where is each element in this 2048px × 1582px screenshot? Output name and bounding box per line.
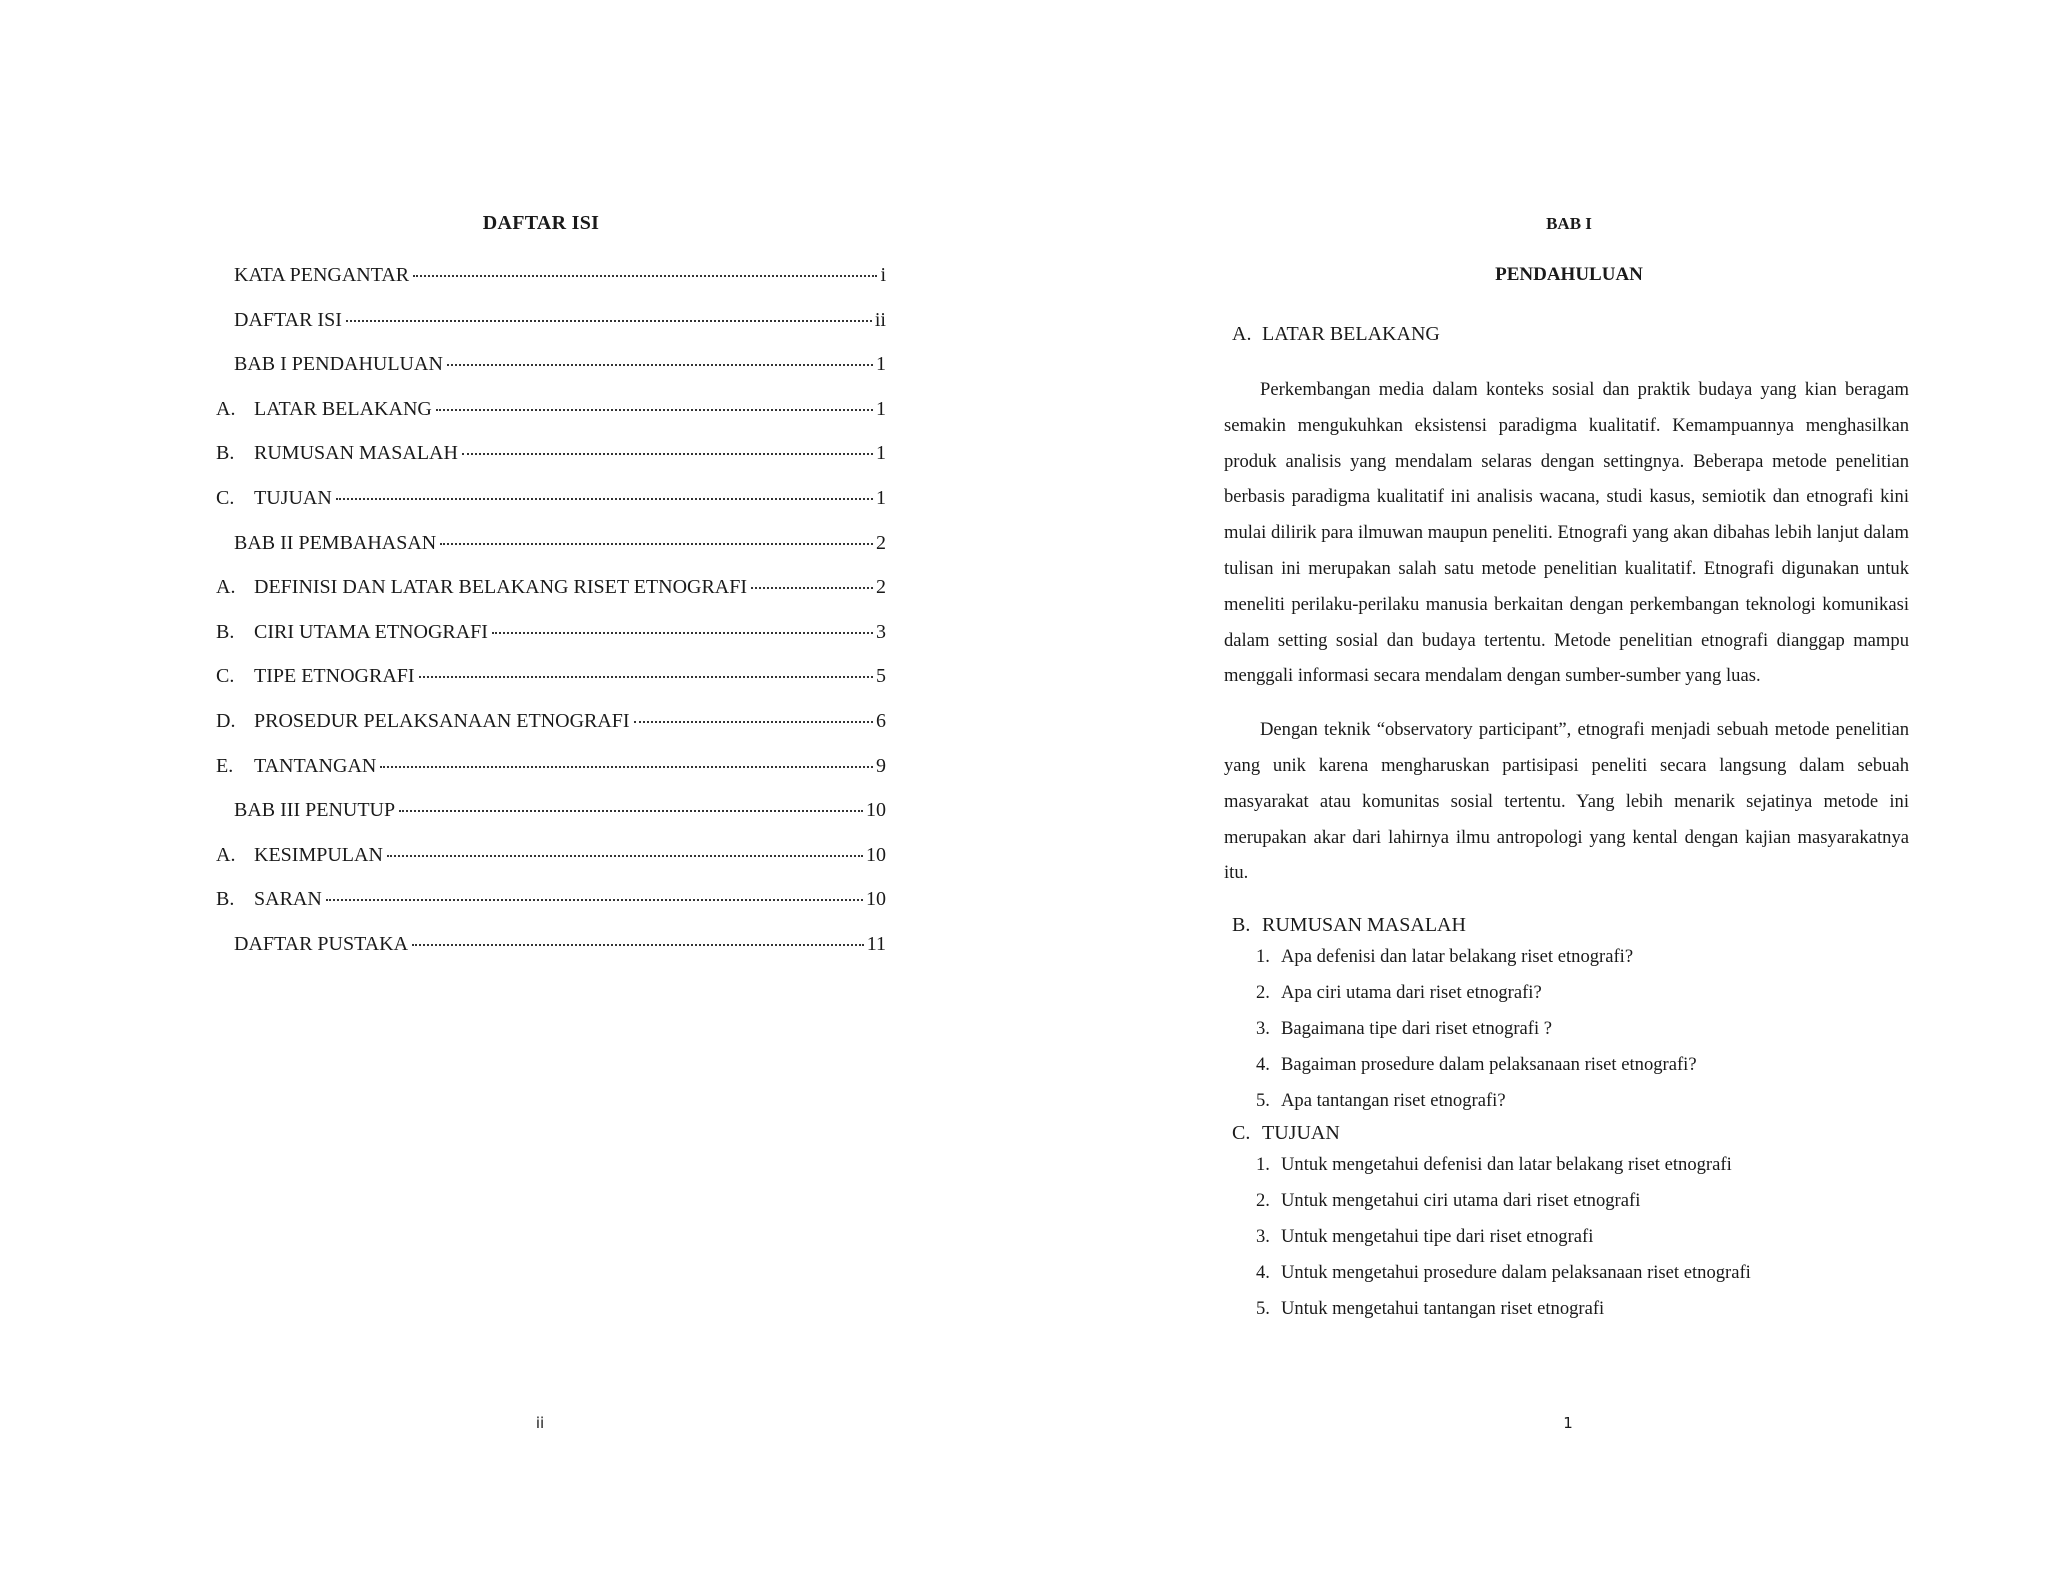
toc-entry [196,844,886,889]
toc-entry-page: 11 [866,932,886,955]
toc-entry-page: ii [874,308,886,331]
toc-entry-label: DEFINISI DAN LATAR BELAKANG RISET ETNOGRAFI [254,576,748,599]
toc-entry-letter: E. [216,754,234,777]
toc-entry-page: 10 [866,799,886,822]
toc-entry-page: 6 [876,709,886,732]
toc-entry-page: 10 [866,888,886,911]
list-item [1256,939,1909,975]
section-heading-rumusan-masalah [1232,911,1909,939]
toc-entry-page: 9 [876,754,886,777]
list-item-number: 2. [1256,982,1270,1004]
list-item-text: Untuk mengetahui prosedure dalam pelaksanaan riset etnografi [1281,1262,1751,1284]
toc-entry-letter: A. [216,397,236,420]
list-item-text: Untuk mengetahui tipe dari riset etnografi [1281,1226,1594,1248]
toc-entry-page: 1 [876,442,886,465]
toc-leader-dots [436,409,873,411]
toc-entry [196,264,886,309]
toc-entry [196,309,886,354]
toc-leader-dots [419,676,873,678]
list-item [1256,1011,1909,1047]
list-item-text: Untuk mengetahui defenisi dan latar belakang riset etnografi [1281,1154,1732,1176]
section-title: LATAR BELAKANG [1262,323,1440,345]
list-item [1256,1219,1909,1255]
toc-entry-label: SARAN [254,888,322,911]
body-paragraph: Dengan teknik “observatory participant”, etnografi menjadi sebuah metode penelitian yang unik karena mengharuskan partisipasi peneliti secara langsung dalam sebuah masyarakat atau komunitas sosial tertentu. Yang lebih menarik sejatinya metode ini merupakan akar dari lahirnya ilmu antropologi yang kental dengan kajian masyarakatnya itu. [1224,719,1909,884]
body-paragraph: Perkembangan media dalam konteks sosial dan praktik budaya yang kian beragam semakin mengukuhkan eksistensi paradigma kualitatif. Kemampuannya menghasilkan produk analisis yang mendalam selaras dengan settingnya. Beberapa metode penelitian berbasis paradigma kualitatif ini analisis wacana, studi kasus, semiotik dan etnografi kini mulai dilirik para ilmuwan maupun peneliti. Etnografi yang akan dibahas lebih lanjut dalam tulisan ini merupakan salah satu metode penelitian kualitatif. Etnografi digunakan untuk meneliti perilaku-perilaku manusia berkaitan dengan perkembangan teknologi komunikasi dalam setting sosial dan budaya tertentu. Metode penelitian etnografi dianggap mampu menggali informasi secara mendalam dengan sumber-sumber yang luas. [1224,379,1909,687]
list-item [1256,1255,1909,1291]
toc-entry [196,933,886,978]
list-item-text: Apa defenisi dan latar belakang riset etnografi? [1281,946,1634,968]
toc-entry-letter: C. [216,486,235,509]
toc-entry-letter: C. [216,665,235,688]
toc-leader-dots [413,275,877,277]
toc-entry-label: KESIMPULAN [254,843,383,866]
toc-entry-label: BAB I PENDAHULUAN [234,353,443,376]
list-item [1256,1047,1909,1083]
toc-entry-label: LATAR BELAKANG [254,397,432,420]
toc-entry [196,353,886,398]
list-item-number: 3. [1256,1226,1270,1248]
list-item-text: Apa ciri utama dari riset etnografi? [1281,982,1542,1004]
list-item-number: 2. [1256,1190,1270,1212]
page-number-left: ii [535,1414,545,1432]
toc-leader-dots [412,944,864,946]
toc-leader-dots [447,364,873,366]
toc-leader-dots [399,810,863,812]
toc-leader-dots [492,632,873,634]
toc-entry-page: 2 [876,531,886,554]
toc-entry-label: TANTANGAN [254,754,377,777]
toc-entry-page: 1 [876,353,886,376]
toc-entry-label: BAB II PEMBAHASAN [234,531,437,554]
toc-entry-letter: A. [216,843,236,866]
list-item [1256,975,1909,1011]
toc-leader-dots [346,320,872,322]
toc-leader-dots [751,587,873,589]
toc-entry-label: BAB III PENUTUP [234,799,396,822]
list-item [1256,1147,1909,1183]
list-item-text: Untuk mengetahui tantangan riset etnografi [1281,1298,1605,1320]
toc-entry-letter: B. [216,888,235,911]
toc-entry-page: 1 [876,397,886,420]
tujuan-list [1224,1147,1909,1327]
chapter-title: PENDAHULUAN [1495,264,1643,285]
toc-entry-label: RUMUSAN MASALAH [254,442,458,465]
list-item [1256,1291,1909,1327]
toc-entry-label: TUJUAN [254,486,332,509]
toc-entry [196,621,886,666]
rumusan-masalah-list [1224,939,1909,1119]
list-item-text: Bagaimana tipe dari riset etnografi ? [1281,1018,1553,1040]
list-item-text: Apa tantangan riset etnografi? [1281,1090,1506,1112]
list-item-number: 1. [1256,1154,1270,1176]
list-item-number: 1. [1256,946,1270,968]
toc-entry-page: 1 [876,486,886,509]
list-item-number: 3. [1256,1018,1270,1040]
toc-leader-dots [336,498,873,500]
toc-entry-label: DAFTAR ISI [234,308,342,331]
toc-entry-page: 10 [866,843,886,866]
toc-leader-dots [380,766,873,768]
toc-leader-dots [634,721,873,723]
toc-entry-page: 5 [876,665,886,688]
toc-entry [196,487,886,532]
chapter-label: BAB I [1546,214,1592,233]
toc-entry-label: KATA PENGANTAR [234,264,410,286]
list-item-number: 5. [1256,1090,1270,1112]
toc-entry-page: i [880,264,886,286]
list-item-text: Untuk mengetahui ciri utama dari riset etnografi [1281,1190,1641,1212]
toc-entry-page: 3 [876,620,886,643]
toc-entry-label: TIPE ETNOGRAFI [254,665,415,688]
list-item-number: 4. [1256,1262,1270,1284]
toc-entry-page: 2 [876,576,886,599]
toc-entry [196,888,886,933]
toc-entry [196,710,886,755]
toc-entry [196,576,886,621]
toc-entry-letter: D. [216,709,236,732]
toc-entry-letter: B. [216,620,235,643]
list-item-text: Bagaiman prosedure dalam pelaksanaan riset etnografi? [1281,1054,1697,1076]
toc-title: DAFTAR ISI [482,212,600,234]
list-item [1256,1183,1909,1219]
toc-entry [196,799,886,844]
toc-list [196,264,886,978]
toc-leader-dots [462,453,873,455]
toc-entry-label: PROSEDUR PELAKSANAAN ETNOGRAFI [254,709,630,732]
toc-leader-dots [440,543,873,545]
section-letter: A. [1232,323,1252,345]
section-letter: C. [1232,1122,1251,1145]
toc-entry-letter: A. [216,576,236,599]
toc-entry [196,755,886,800]
section-heading-tujuan [1232,1119,1909,1147]
section-heading-latar-belakang [1232,320,1909,348]
toc-entry-letter: B. [216,442,235,465]
page-right-chapter [1024,0,2048,1582]
toc-entry-label: DAFTAR PUSTAKA [234,932,409,955]
toc-entry-label: CIRI UTAMA ETNOGRAFI [254,620,488,643]
toc-leader-dots [326,899,863,901]
section-letter: B. [1232,914,1251,937]
toc-leader-dots [387,855,863,857]
toc-entry [196,398,886,443]
toc-entry [196,665,886,710]
toc-entry [196,532,886,577]
section-title: TUJUAN [1262,1122,1340,1145]
toc-entry [196,442,886,487]
page-number-right: 1 [1563,1414,1573,1432]
list-item [1256,1083,1909,1119]
list-item-number: 5. [1256,1298,1270,1320]
section-title: RUMUSAN MASALAH [1262,914,1466,937]
chapter-content [1224,320,1909,1327]
list-item-number: 4. [1256,1054,1270,1076]
